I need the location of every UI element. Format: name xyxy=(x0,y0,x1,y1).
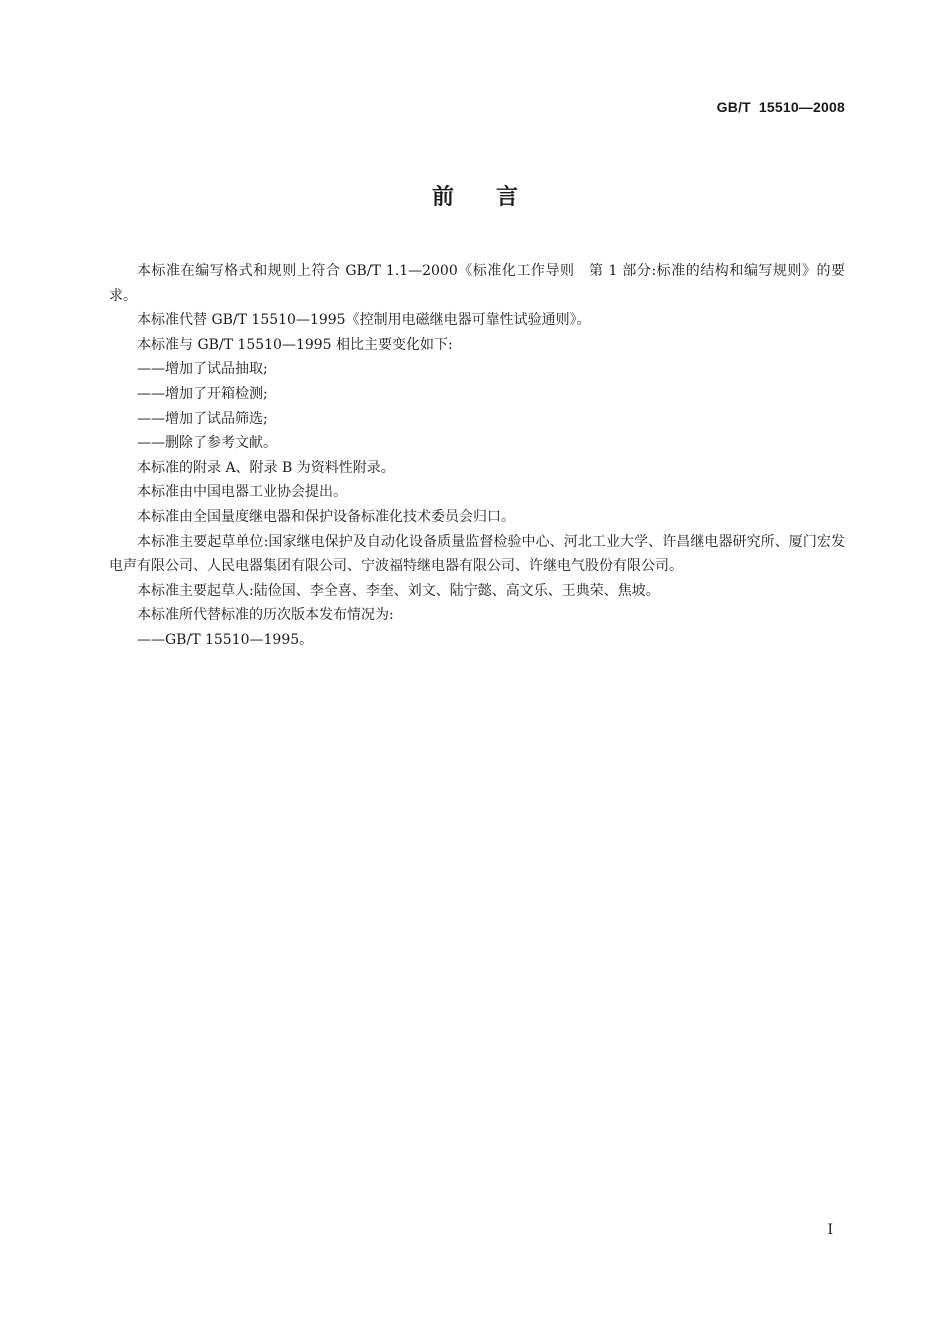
paragraph-changes-intro: 本标准与 GB/T 15510—1995 相比主要变化如下: xyxy=(137,336,453,353)
page-title-char-1: 前 xyxy=(431,185,454,210)
paragraph-annexes: 本标准的附录 A、附录 B 为资料性附录。 xyxy=(137,459,395,476)
version-history-item: ——GB/T 15510—1995。 xyxy=(137,631,314,648)
standard-code-prefix: GB/T xyxy=(716,99,751,115)
page-title-char-2: 言 xyxy=(496,185,519,210)
paragraph-replaces: 本标准代替 GB/T 15510—1995《控制用电磁继电器可靠性试验通则》。 xyxy=(137,312,591,329)
change-item: ——增加了开箱检测; xyxy=(137,385,268,402)
change-item: ——删除了参考文献。 xyxy=(137,435,277,452)
paragraph-version-history-intro: 本标准所代替标准的历次版本发布情况为: xyxy=(137,607,394,624)
page-title xyxy=(0,180,950,211)
change-item: ——增加了试品抽取; xyxy=(137,361,268,378)
paragraph-under-jurisdiction: 本标准由全国量度继电器和保护设备标准化技术委员会归口。 xyxy=(137,508,515,525)
paragraph-proposed-by: 本标准由中国电器工业协会提出。 xyxy=(137,484,347,501)
paragraph-drafting-units: 本标准主要起草单位:国家继电保护及自动化设备质量监督检验中心、河北工业大学、许昌继电器研究所、厦门宏发电声有限公司、人民电器集团有限公司、宁波福特继电器有限公司、许继电气股份有限公司。 xyxy=(109,533,845,575)
standard-code xyxy=(717,99,845,115)
standard-code-number: 15510—2008 xyxy=(758,99,845,115)
page-number: I xyxy=(827,1222,833,1238)
change-item: ——增加了试品筛选; xyxy=(137,410,268,427)
paragraph-drafters: 本标准主要起草人:陆俭国、李全喜、李奎、刘文、陆宁懿、高文乐、王典荣、焦坡。 xyxy=(137,582,660,599)
paragraph-compliance: 本标准在编写格式和规则上符合 GB/T 1.1—2000《标准化工作导则 第 1 部分:标准的结构和编写规则》的要求。 xyxy=(109,263,845,304)
preface-body xyxy=(109,259,845,653)
